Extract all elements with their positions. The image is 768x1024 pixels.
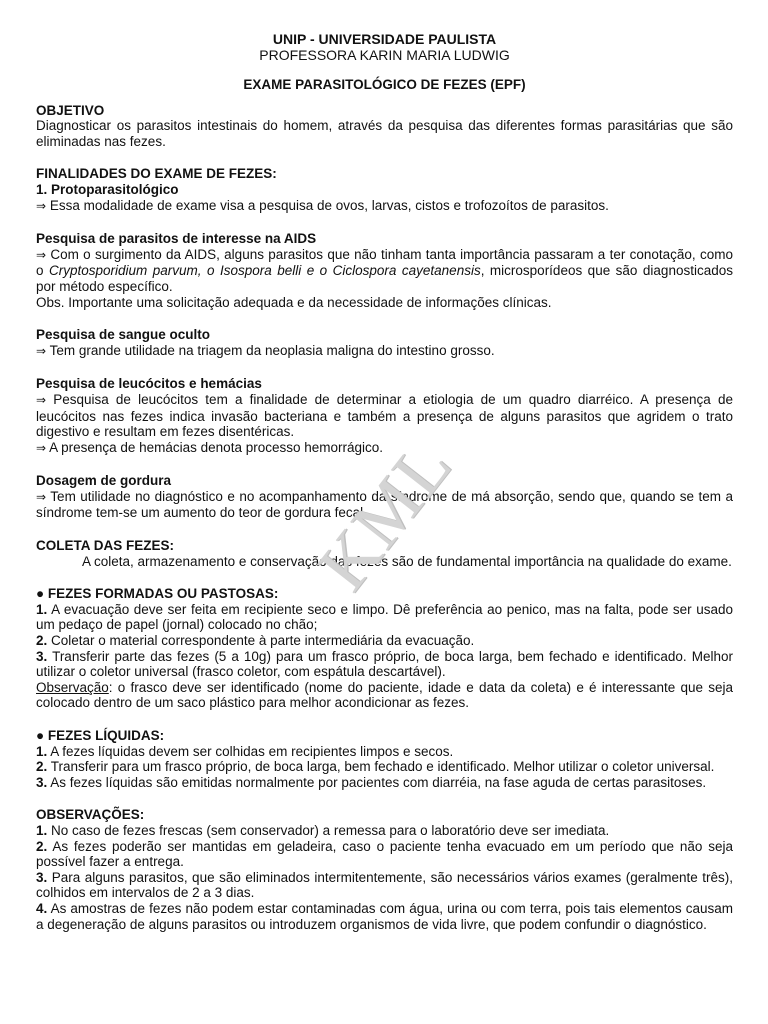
gordura-text: ⇒ Tem utilidade no diagnóstico e no acompanhamento da síndrome de má absorção, sendo que, quando se tem a síndrome tem-se um aumento do teor de gordura fecal. [36,488,733,521]
objetivo-text: Diagnosticar os parasitos intestinais do homem, através da pesquisa das diferentes formas parasitárias que são eliminadas nas fezes. [36,118,733,149]
gordura-heading: Dosagem de gordura [36,473,172,489]
university-name: UNIP - UNIVERSIDADE PAULISTA [272,31,497,47]
aids-heading: Pesquisa de parasitos de interesse na AIDS [36,231,317,247]
arrow-icon: ⇒ [36,392,47,407]
aids-text: ⇒ Com o surgimento da AIDS, alguns parasitos que não tinham tanta importância passaram a ter conotação, como o Cryptosporidium parvum, o Isospora belli e o Ciclospora cayetanensis, microsporídeos que são diagnosticados por método específico. [36,246,733,294]
liquidas-heading: ● FEZES LÍQUIDAS: [36,728,165,743]
observacoes-heading: OBSERVAÇÕES: [36,807,145,823]
arrow-icon: ⇒ [36,440,47,455]
list-item: 1. A evacuação deve ser feita em recipiente seco e limpo. Dê preferência ao penico, mas na falta, pode ser usado um pedaço de papel (jornal) colocado no chão; [36,601,733,633]
leucocitos-heading: Pesquisa de leucócitos e hemácias [36,376,262,392]
list-item: 3. As fezes líquidas são emitidas normalmente por pacientes com diarréia, na fase aguda de certas parasitoses. [36,774,707,790]
arrow-icon: ⇒ [36,489,47,504]
arrow-icon: ⇒ [36,198,47,213]
document-page [36,31,733,932]
list-item: 4. As amostras de fezes não podem estar contaminadas com água, urina ou com terra, pois tais elementos causam a degeneração de alguns parasitos ou introduzem organismos de vida livre, que podem confundir o diagnóstico. [36,900,733,932]
aids-obs: Obs. Importante uma solicitação adequada e da necessidade de informações clínicas. [36,294,552,310]
document-header [36,31,733,63]
document-title: EXAME PARASITOLÓGICO DE FEZES (EPF) [243,77,526,92]
sangue-heading: Pesquisa de sangue oculto [36,327,211,343]
list-item: 2. Transferir para um frasco próprio, de boca larga, bem fechado e identificado. Melhor utilizar o coletor universal. [36,759,715,775]
sangue-text: ⇒ Tem grande utilidade na triagem da neoplasia maligna do intestino grosso. [36,342,495,358]
list-item: 2. As fezes poderão ser mantidas em geladeira, caso o paciente tenha evacuado em um período que não seja possível fazer a entrega. [36,838,733,870]
objetivo-heading: OBJETIVO [36,102,105,118]
finalidades-heading: FINALIDADES DO EXAME DE FEZES: [36,166,277,182]
arrow-icon: ⇒ [36,343,47,358]
protoparasitologico-text: ⇒ Essa modalidade de exame visa a pesquisa de ovos, larvas, cistos e trofozoítos de parasitos. [36,197,609,213]
professor-name: PROFESSORA KARIN MARIA LUDWIG [259,47,510,63]
formadas-heading: ● FEZES FORMADAS OU PASTOSAS: [36,586,279,602]
list-item: 3. Transferir parte das fezes (5 a 10g) para um frasco próprio, de boca larga, bem fechado e identificado. Melhor utilizar o coletor universal (frasco coletor, com espátula descartável). [36,648,733,680]
coleta-text: A coleta, armazenamento e conservação das fezes são de fundamental importância na qualidade do exame. [82,553,732,569]
arrow-icon: ⇒ [36,247,47,262]
list-item: 1. A fezes líquidas devem ser colhidas em recipientes limpos e secos. [36,743,454,759]
hemacias-text: ⇒ A presença de hemácias denota processo hemorrágico. [36,439,384,455]
watermark: KML [302,424,468,606]
list-item: 3. Para alguns parasitos, que são eliminados intermitentemente, são necessários vários exames (geralmente três), colhidos em intervalos de 2 a 3 dias. [36,869,733,901]
leucocitos-text: ⇒ Pesquisa de leucócitos tem a finalidade de determinar a etiologia de um quadro diarréico. A presença de leucócitos nas fezes indica invasão bacteriana e também a presença de alguns parasitos que agridem o trato digestivo e resultam em fezes disentéricas. [36,391,733,440]
protoparasitologico-heading: 1. Protoparasitológico [36,181,179,197]
parasite-species: Cryptosporidium parvum, o Isospora belli e o Ciclospora cayetanensis [48,263,481,279]
formadas-observacao: Observação: o frasco deve ser identificado (nome do paciente, idade e data da coleta) e é interessante que seja colocado dentro de um saco plástico para melhor acondicionar as fezes. [36,679,733,711]
list-item: 1. No caso de fezes frescas (sem conservador) a remessa para o laboratório deve ser imediata. [36,822,610,838]
list-item: 2. Coletar o material correspondente à parte intermediária da evacuação. [36,633,475,649]
coleta-heading: COLETA DAS FEZES: [36,538,174,554]
